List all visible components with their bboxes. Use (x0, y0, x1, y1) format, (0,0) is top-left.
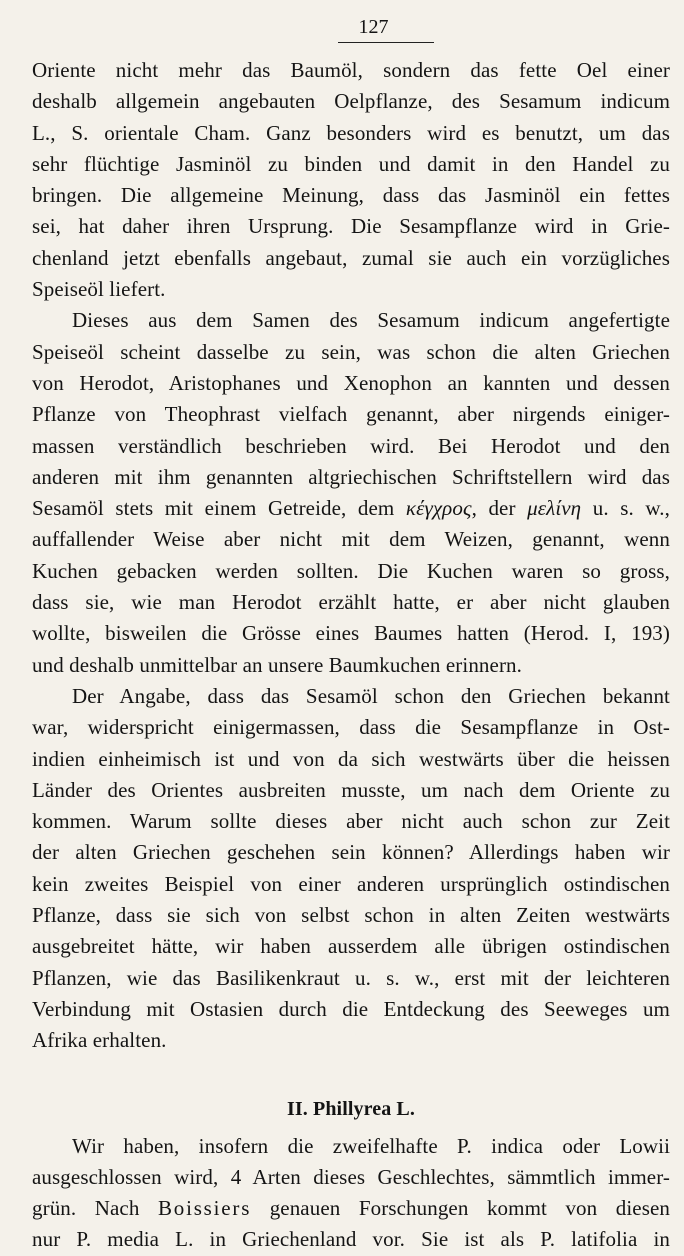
text-segment: Sesamöl stets mit einem Getreide, dem (32, 496, 406, 521)
text-line: auffallender Weise aber nicht mit dem Weizen, genannt, wenn (32, 527, 670, 552)
text-line-with-spaced-name (32, 1193, 670, 1224)
text-line: dass sie, wie man Herodot erzählt hatte, er aber nicht glauben (32, 590, 670, 615)
paragraph-2 (32, 305, 670, 681)
text-line: von Herodot, Aristophanes und Xenophon an kannten und dessen (32, 370, 670, 395)
text-line: Verbindung mit Ostasien durch die Entdeckung des Seeweges um (32, 996, 670, 1021)
text-line: Pflanze, dass sie sich von selbst schon in alten Zeiten westwärts (32, 903, 670, 928)
greek-word: μελίνη (527, 496, 582, 521)
text-line: der alten Griechen geschehen sein können? Allerdings haben wir (32, 840, 670, 865)
text-line: indien einheimisch ist und von da sich westwärts über die heissen (32, 746, 670, 771)
text-segment: genauen Forschungen kommt von diesen (251, 1196, 670, 1221)
text-segment: u. s. w., (581, 496, 670, 521)
paragraph-3 (32, 681, 670, 1057)
text-line: Pflanzen, wie das Basilikenkraut u. s. w., erst mit der leichteren (32, 965, 670, 990)
text-segment: , der (471, 496, 528, 521)
text-line: sehr flüchtige Jasminöl zu binden und damit in den Handel zu (32, 151, 670, 176)
text-line: bringen. Die allgemeine Meinung, dass das Jasminöl ein fettes (32, 183, 670, 208)
text-line: kein zweites Beispiel von einer anderen ursprünglich ostindischen (32, 871, 670, 896)
text-line: chenland jetzt ebenfalls angebaut, zumal sie auch ein vorzügliches (32, 245, 670, 270)
header-rule (338, 42, 434, 43)
page-number: 127 (358, 16, 389, 38)
text-line: nur P. media L. in Griechenland vor. Sie ist als P. latifolia in (32, 1227, 670, 1252)
text-line: Wir haben, insofern die zweifelhafte P. indica oder Lowii (72, 1133, 670, 1158)
text-line: ausgebreitet hätte, wir haben ausserdem alle übrigen ostindischen (32, 934, 670, 959)
text-line: sei, hat daher ihren Ursprung. Die Sesampflanze wird in Grie- (32, 214, 670, 239)
text-line: deshalb allgemein angebauten Oelpflanze, des Sesamum indicum (32, 89, 670, 114)
text-line: kommen. Warum sollte dieses aber nicht auch schon zur Zeit (32, 809, 670, 834)
text-line: Dieses aus dem Samen des Sesamum indicum angefertigte (72, 308, 670, 333)
text-line: wollte, bisweilen die Grösse eines Baumes hatten (Herod. I, 193) (32, 621, 670, 646)
text-line: massen verständlich beschrieben wird. Bei Herodot und den (32, 433, 670, 458)
text-line: Kuchen gebacken werden sollten. Die Kuchen waren so gross, (32, 558, 670, 583)
text-line: L., S. orientale Cham. Ganz besonders wird es benutzt, um das (32, 120, 670, 145)
greek-word: κέγχρος (405, 496, 472, 521)
text-line-with-greek (32, 493, 670, 524)
text-line: Speiseöl liefert. (32, 277, 166, 302)
text-line: anderen mit ihm genannten altgriechischen Schriftstellern wird das (32, 464, 670, 489)
text-line: ausgeschlossen wird, 4 Arten dieses Geschlechtes, sämmtlich immer- (32, 1164, 670, 1189)
text-segment: grün. Nach (32, 1196, 158, 1221)
text-line: Länder des Orientes ausbreiten musste, um nach dem Oriente zu (32, 777, 670, 802)
text-line: Oriente nicht mehr das Baumöl, sondern das fette Oel einer (32, 58, 670, 82)
section-heading: II. Phillyrea L. (287, 1097, 415, 1120)
text-line: Afrika erhalten. (32, 1028, 167, 1053)
paragraph-1 (32, 55, 670, 305)
spaced-author-name: Boissiers (157, 1196, 252, 1221)
text-line: Der Angabe, dass das Sesamöl schon den Griechen bekannt (72, 683, 670, 708)
text-line: Pflanze von Theophrast vielfach genannt, aber nirgends einiger- (32, 402, 670, 427)
body-text (32, 55, 670, 1256)
text-line: Speiseöl scheint dasselbe zu sein, was schon die alten Griechen (32, 339, 670, 364)
text-line: und deshalb unmittelbar an unsere Baumkuchen erinnern. (32, 652, 522, 677)
section-paragraph (32, 1131, 670, 1256)
text-line: war, widerspricht einigermassen, dass die Sesampflanze in Ost- (32, 715, 670, 740)
